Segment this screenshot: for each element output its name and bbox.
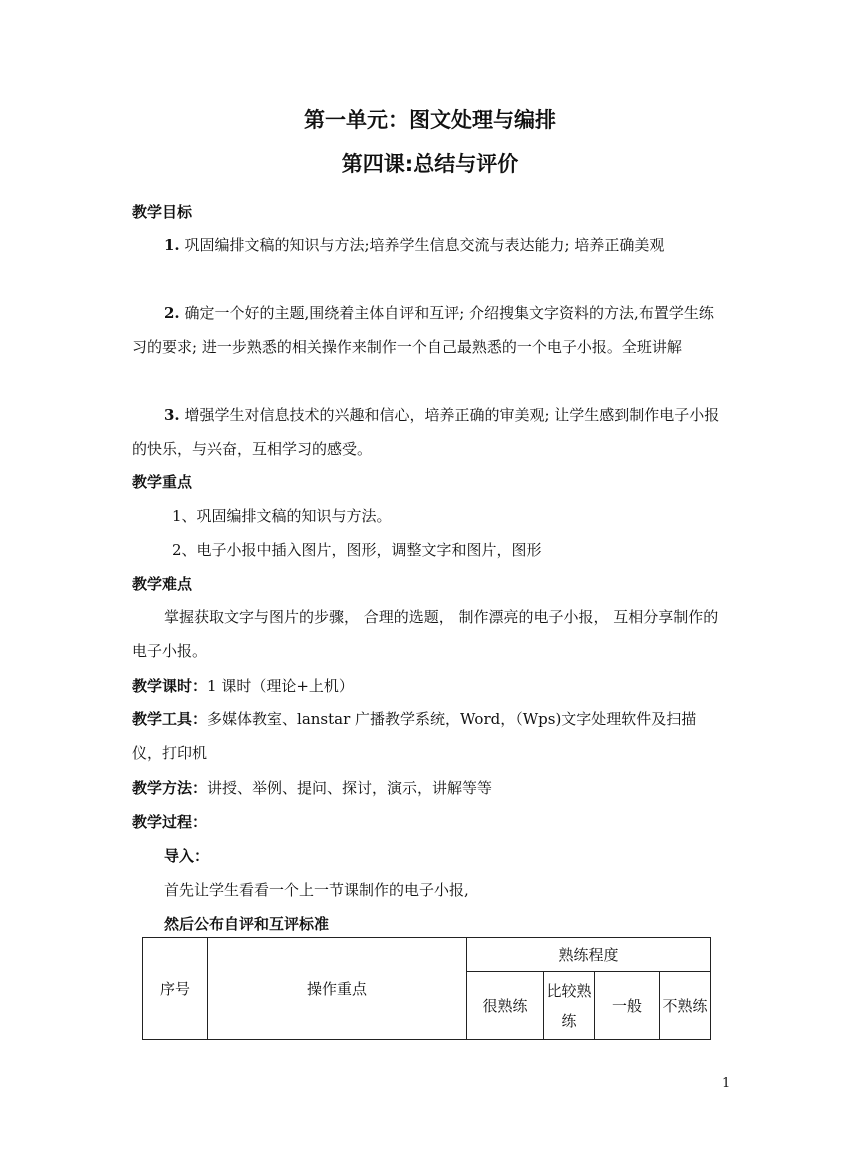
- objective-number: 2.: [164, 304, 180, 322]
- difficulties-heading: 教学难点: [132, 575, 193, 593]
- table-header-index: 序号: [143, 938, 208, 1040]
- intro-label: 导入：: [164, 847, 210, 865]
- standard-label: 然后公布自评和互评标准: [164, 915, 330, 933]
- methods-value: 讲授、举例、提问、探讨，演示，讲解等等: [207, 779, 493, 797]
- hours-label: 教学课时：: [132, 677, 208, 695]
- objective-text: 确定一个好的主题,围绕着主体自评和互评; 介绍搜集文字资料的方法,布置学生练习的要求; 进一步熟悉的相关操作来制作一个自己最熟悉的一个电子小报。全班讲解: [132, 304, 714, 356]
- objective-text: 增强学生对信息技术的兴趣和信心，培养正确的审美观; 让学生感到制作电子小报的快乐，与兴奋，互相学习的感受。: [132, 406, 720, 458]
- tools-line: [132, 702, 722, 770]
- document-title: 第一单元：图文处理与编排: [304, 108, 556, 132]
- process-label: 教学过程：: [132, 813, 208, 831]
- page-number: 1: [722, 1076, 731, 1091]
- document-subtitle: 第四课:总结与评价: [341, 152, 519, 176]
- objective-number: 3.: [164, 406, 180, 424]
- objective-text: 巩固编排文稿的知识与方法;培养学生信息交流与表达能力; 培养正确美观: [184, 236, 665, 254]
- table-header-focus: 操作重点: [208, 938, 467, 1040]
- table-level-fairly-skilled: 比较熟练: [544, 972, 595, 1040]
- key-points-heading: 教学重点: [132, 473, 193, 491]
- objective-item-3: [132, 398, 722, 466]
- table-level-average: 一般: [595, 972, 660, 1040]
- hours-value: 1 课时（理论+上机）: [207, 677, 354, 695]
- methods-label: 教学方法：: [132, 779, 208, 797]
- hours-line: [132, 676, 354, 696]
- key-point-item-2: 2、电子小报中插入图片，图形，调整文字和图片，图形: [172, 541, 542, 559]
- methods-line: [132, 778, 492, 798]
- table-level-very-skilled: 很熟练: [467, 972, 544, 1040]
- table-header-proficiency: 熟练程度: [467, 938, 711, 972]
- evaluation-table: [142, 937, 711, 1040]
- intro-text: 首先让学生看看一个上一节课制作的电子小报,: [164, 881, 469, 899]
- objectives-heading: 教学目标: [132, 203, 193, 221]
- objective-number: 1.: [164, 236, 180, 254]
- objective-item-1: [132, 228, 722, 262]
- tools-label: 教学工具：: [132, 710, 208, 728]
- table-level-unskilled: 不熟练: [660, 972, 711, 1040]
- key-point-item-1: 1、巩固编排文稿的知识与方法。: [172, 507, 392, 525]
- tools-value: 多媒体教室、lanstar 广播教学系统，Word，（Wps)文字处理软件及扫描仪，打印机: [132, 710, 697, 762]
- objective-item-2: [132, 296, 722, 364]
- difficulties-text: 掌握获取文字与图片的步骤， 合理的选题， 制作漂亮的电子小报， 互相分享制作的电子小报。: [132, 608, 719, 660]
